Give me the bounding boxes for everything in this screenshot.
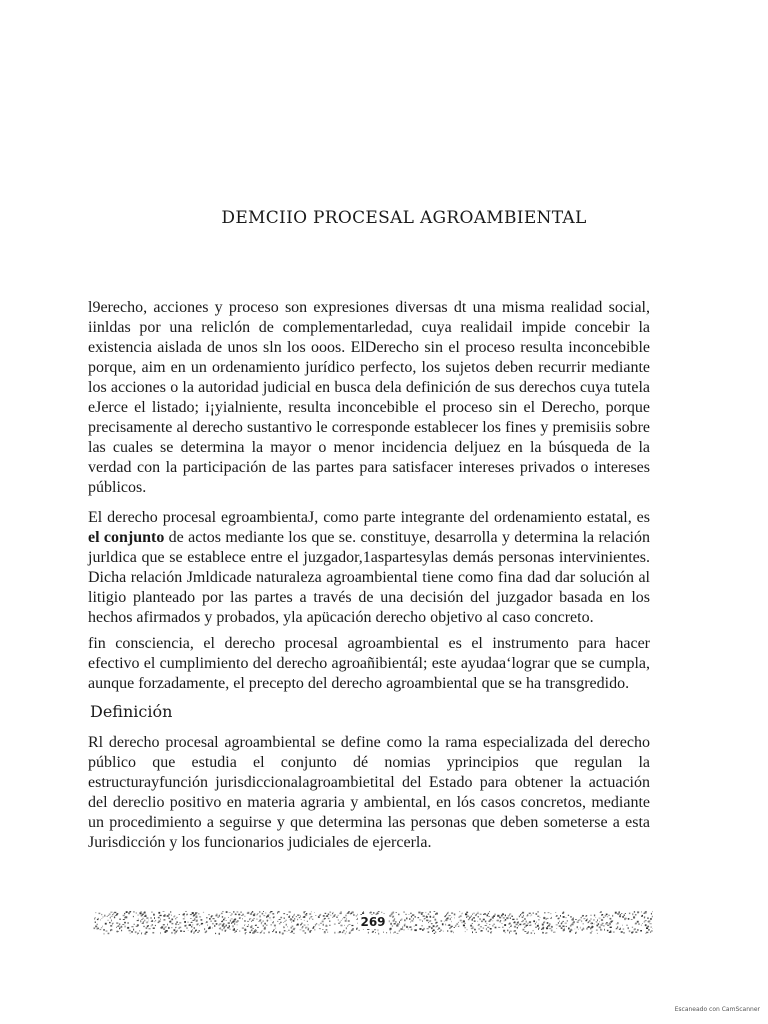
paragraph-conclusion: fin consciencia, el derecho procesal agroambiental es el instrumento para hacer efectivo el cumplimiento del derecho agroañibientál; este ayudaa‘lograr que se cumpla, aunque forzadamente, el precepto del derecho agroambiental que se ha transgredido. — [88, 635, 650, 692]
paragraph-concept-rest: de actos mediante los que se. constituye, desarrolla y determina la relación jurldica que se establece entre el juzgador,1aspartesylas demás personas intervinientes. Dicha relación Jmldicade naturaleza agroambiental tiene como fina dad dar solución al litigio planteado por las partes a través de una decisión del juzgador basada en los hechos afirmados y probados, yla apücación derecho objetivo al caso concreto. — [88, 529, 650, 626]
page-title: DEMCIIO PROCESAL AGROAMBIENTAL — [221, 208, 587, 228]
page-number: 269 — [358, 915, 388, 929]
paragraph-definition: Rl derecho procesal agroambiental se define como la rama especializada del derecho público que estudia el conjunto dé nomias yprincipios que regulan la estructurayfunción jurisdiccionalagroambietital del Estado para obtener la actuación del dereclio positivo en materia agraria y ambiental, en lós casos concretos, mediante un procedimiento a seguirse y que determina las personas que deben someterse a esta Jurisdicción y los funcionarios judiciales de ejercerla. — [88, 734, 650, 851]
paragraph-intro: l9erecho, acciones y proceso son expresiones diversas dt una misma realidad social, iinldas por una reliclón de complementarledad, cuya realidail impide concebir la existencia aislada de unos sln los ooos. ElDerecho sin el proceso resulta inconcebible porque, aim en un ordenamiento jurídico perfecto, los sujetos deben recurrir mediante los acciones o la autoridad judicial en busca dela definición de sus derechos cuya tutela eJerce el listado; i¡yialniente, resulta inconcebible el proceso sin el Derecho, porque precisamente al derecho sustantivo le corresponde establecer los fines y premisiis sobre las cuales se determina la mayor o menor incidencia deljuez en la búsqueda de la verdad con la participación de las partes para satisfacer intereses privados o intereses públicos. — [88, 299, 650, 496]
scanner-watermark: Escaneado con CamScanner — [674, 1006, 760, 1013]
paragraph-concept-start: El derecho procesal egroambientaJ, como parte integrante del ordenamiento estatal, es — [88, 509, 650, 526]
paragraph-concept-bold: el conjunto — [88, 529, 165, 546]
section-heading-definicion: Definición — [90, 702, 173, 721]
paragraph-concept — [88, 508, 650, 628]
